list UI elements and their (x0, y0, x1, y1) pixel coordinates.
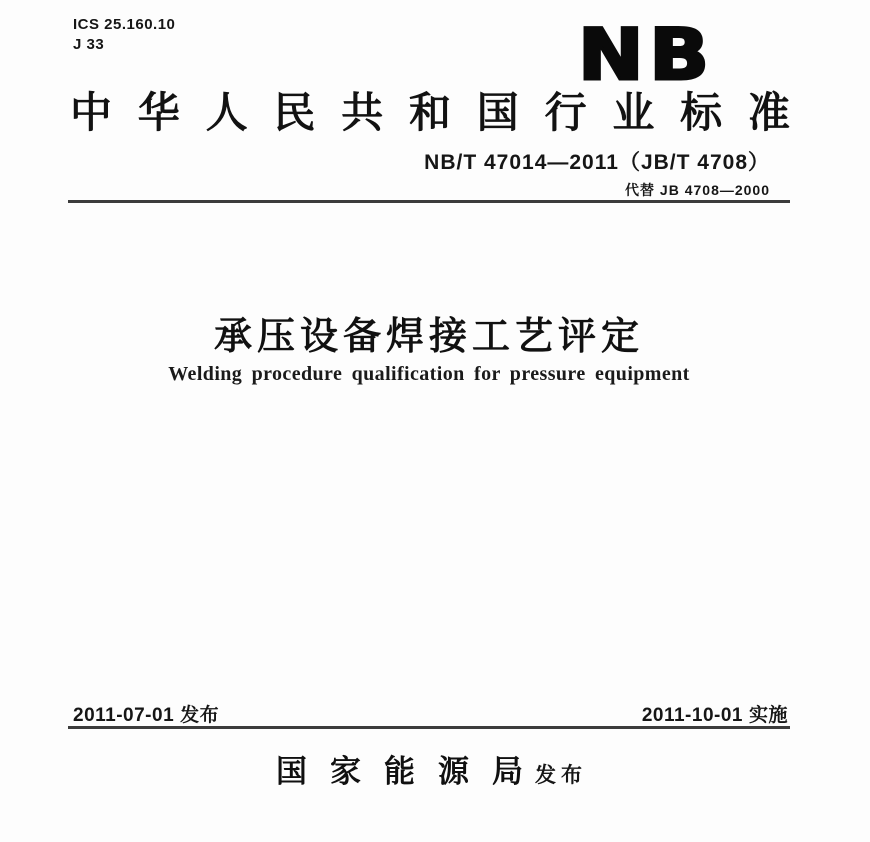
implement-date-line (642, 700, 788, 727)
document-title-chinese: 承压设备焊接工艺评定 (213, 316, 644, 358)
issue-date: 2011-07-01 (73, 705, 175, 726)
issuer-name: 国家能源局 (276, 754, 546, 789)
issue-date-line (73, 700, 219, 727)
standard-number: NB/T 47014—2011（JB/T 4708） (424, 151, 770, 174)
document-title-english: Welding procedure qualification for pressure equipment (168, 363, 690, 385)
issue-label: 发布 (180, 705, 220, 726)
implement-label: 实施 (748, 705, 788, 726)
footer-divider-rule (68, 726, 790, 729)
standard-number-block (424, 146, 770, 200)
nb-logo: NB (578, 14, 715, 96)
doc-classification-code: J 33 (73, 36, 105, 53)
standard-category-title: 中 华 人 民 共 和 国 行 业 标 准 (70, 91, 790, 137)
classification-codes (73, 15, 175, 55)
ics-code: ICS 25.160.10 (73, 16, 176, 33)
header-divider-rule (68, 200, 790, 203)
issuer-action-label: 发布 (535, 764, 587, 787)
replaces-note: 代替 JB 4708—2000 (625, 182, 770, 198)
implement-date: 2011-10-01 (641, 705, 743, 726)
publisher-row (68, 746, 790, 791)
